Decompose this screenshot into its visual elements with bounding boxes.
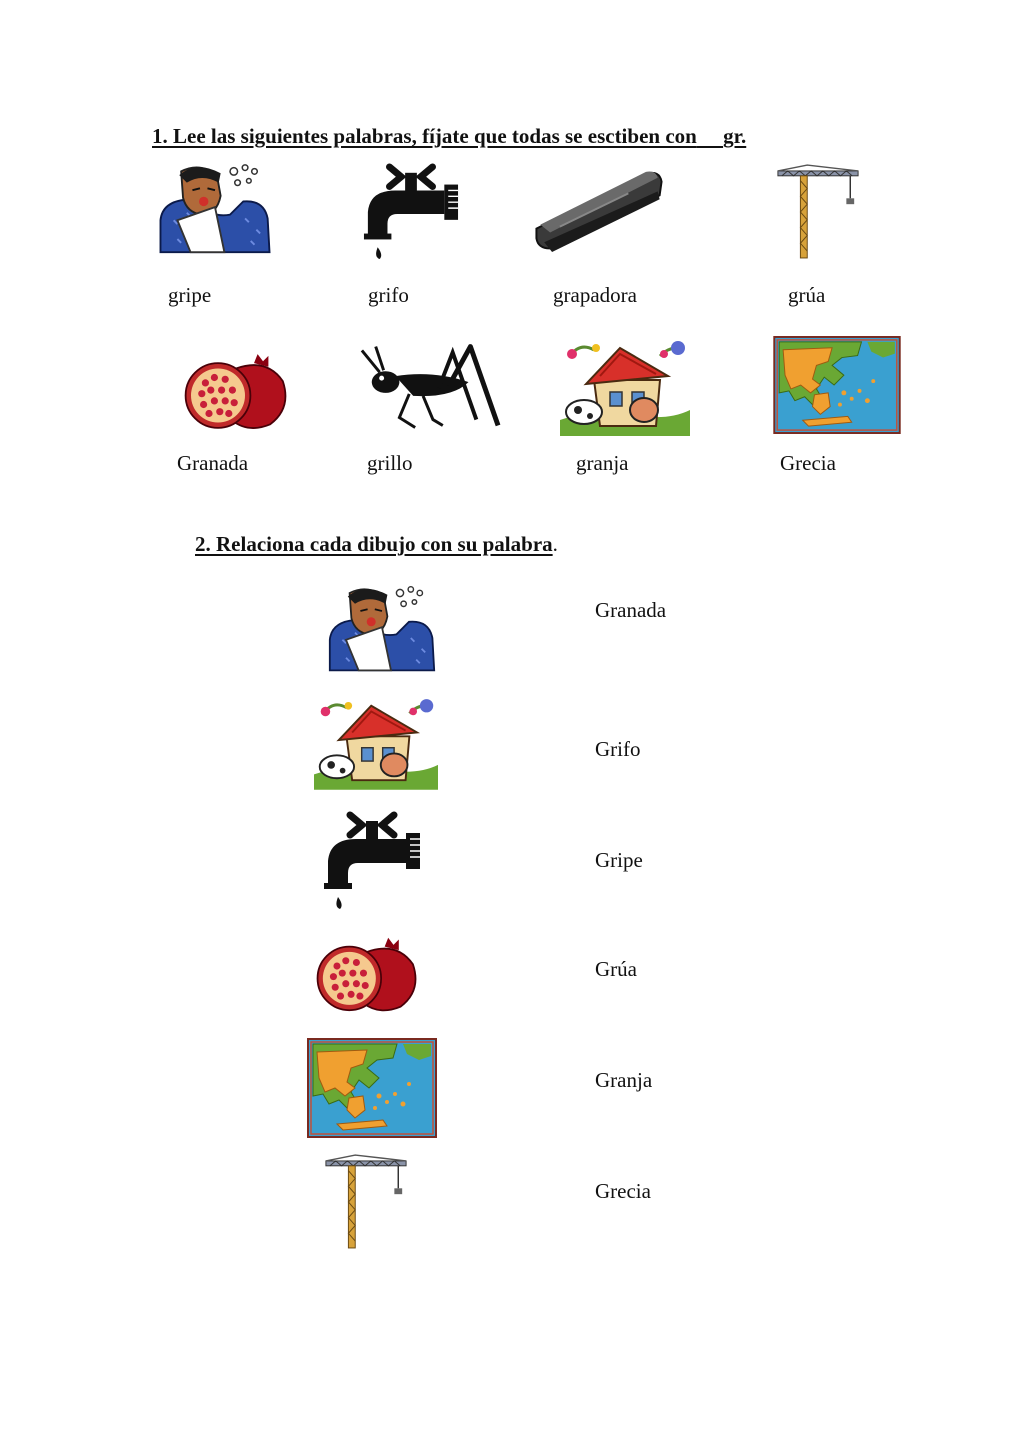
section2-heading xyxy=(195,532,558,557)
crane-icon xyxy=(774,162,862,262)
match-picture-greece-map-icon[interactable] xyxy=(307,1038,437,1138)
faucet-icon xyxy=(362,160,460,264)
section1-heading-text: 1. Lee las siguientes palabras, fíjate que todas se esctiben con xyxy=(152,124,697,148)
match-picture-farm-icon[interactable] xyxy=(314,690,438,794)
match-word-grecia[interactable]: Grecia xyxy=(595,1179,651,1203)
match-word-grifo[interactable]: Grifo xyxy=(595,737,641,761)
match-picture-pomegranate-icon[interactable] xyxy=(314,930,420,1018)
row2-word-granada: Granada xyxy=(177,451,249,475)
row1-word-grua: grúa xyxy=(788,283,826,307)
match-picture-sick-person-icon[interactable] xyxy=(326,584,438,674)
match-word-granada[interactable]: Granada xyxy=(595,598,667,622)
cricket-icon xyxy=(354,342,502,432)
row1-word-grifo: grifo xyxy=(368,283,409,307)
farm-icon xyxy=(560,334,690,438)
stapler-icon xyxy=(530,166,668,254)
match-word-granja[interactable]: Granja xyxy=(595,1068,653,1092)
section2-heading-suffix: . xyxy=(552,532,558,556)
match-picture-crane-icon[interactable] xyxy=(322,1152,410,1252)
section1-heading-suffix: gr. xyxy=(723,124,747,148)
row2-word-grecia: Grecia xyxy=(780,451,836,475)
match-picture-faucet-icon[interactable] xyxy=(322,808,422,914)
row2-word-grillo: grillo xyxy=(367,451,413,475)
match-word-gripe[interactable]: Gripe xyxy=(595,848,643,872)
row1-word-gripe: gripe xyxy=(168,283,212,307)
row2-word-granja: granja xyxy=(576,451,629,475)
section2-heading-text: 2. Relaciona cada dibujo con su palabra xyxy=(195,532,553,556)
section1-heading xyxy=(152,124,746,149)
row1-word-grapadora: grapadora xyxy=(553,283,637,307)
sick-person-icon xyxy=(158,162,272,256)
pomegranate-icon xyxy=(182,348,290,434)
match-word-grua[interactable]: Grúa xyxy=(595,957,637,981)
greece-map-icon xyxy=(772,336,902,434)
